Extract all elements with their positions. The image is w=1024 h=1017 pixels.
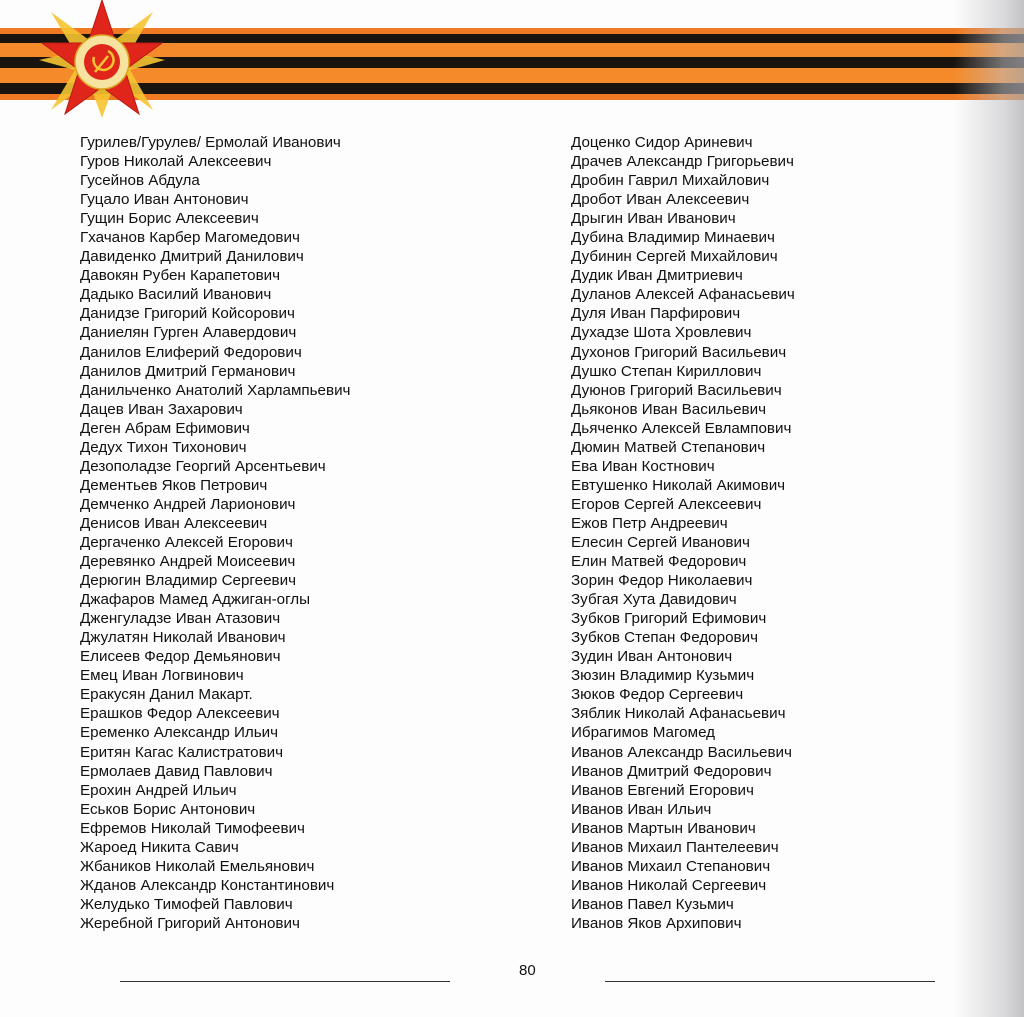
name-entry: Егоров Сергей Алексеевич (571, 495, 762, 513)
name-entry: Зубков Степан Федорович (571, 629, 758, 647)
names-column-left (80, 133, 350, 933)
name-entry: Дезополадзе Георгий Арсентьевич (80, 457, 326, 475)
name-entry: Ерохин Андрей Ильич (80, 781, 237, 799)
name-entry: Жароед Никита Савич (80, 838, 239, 856)
name-entry: Еракусян Данил Макарт. (80, 686, 253, 704)
name-entry: Ежов Петр Андреевич (571, 514, 728, 532)
name-entry: Иванов Иван Ильич (571, 800, 712, 818)
name-entry: Елисеев Федор Демьянович (80, 648, 281, 666)
name-entry: Давиденко Дмитрий Данилович (80, 248, 304, 266)
footer-rule-right (605, 981, 935, 982)
name-entry: Дуланов Алексей Афанасьевич (571, 286, 795, 304)
name-entry: Гуцало Иван Антонович (80, 191, 249, 209)
order-of-patriotic-war-emblem (35, 0, 170, 122)
name-entry: Жеребной Григорий Антонович (80, 914, 300, 932)
name-entry: Гуров Николай Алексеевич (80, 153, 272, 171)
name-entry: Иванов Мартын Иванович (571, 819, 756, 837)
name-entry: Жбаников Николай Емельянович (80, 857, 315, 875)
name-entry: Иванов Александр Васильевич (571, 743, 792, 761)
name-entry: Иванов Евгений Егорович (571, 781, 754, 799)
name-entry: Дергаченко Алексей Егорович (80, 533, 293, 551)
name-entry: Доценко Сидор Ариневич (571, 134, 753, 151)
name-entry: Ибрагимов Магомед (571, 724, 716, 742)
name-entry: Дженгуладзе Иван Атазович (80, 610, 281, 628)
name-entry: Желудько Тимофей Павлович (80, 895, 293, 913)
name-entry: Зорин Федор Николаевич (571, 572, 753, 590)
name-entry: Иванов Дмитрий Федорович (571, 762, 772, 780)
name-entry: Дробот Иван Алексеевич (571, 191, 750, 209)
name-entry: Дуюнов Григорий Васильевич (571, 381, 782, 399)
name-entry: Еритян Кагас Калистратович (80, 743, 284, 761)
name-entry: Зудин Иван Антонович (571, 648, 733, 666)
name-entry: Деревянко Андрей Моисеевич (80, 553, 296, 571)
name-entry: Данидзе Григорий Койсорович (80, 305, 295, 323)
names-column-right (571, 133, 795, 933)
name-entry: Зюков Федор Сергеевич (571, 686, 744, 704)
name-entry: Дрыгин Иван Иванович (571, 210, 736, 228)
name-entry: Ермолаев Давид Павлович (80, 762, 273, 780)
name-entry: Еськов Борис Антонович (80, 800, 256, 818)
name-entry: Гусейнов Абдула (80, 172, 200, 190)
name-entry: Дробин Гаврил Михайлович (571, 172, 770, 190)
name-entry: Иванов Михаил Степанович (571, 857, 771, 875)
name-entry: Гущин Борис Алексеевич (80, 210, 259, 228)
name-entry: Денисов Иван Алексеевич (80, 514, 268, 532)
name-entry: Дудик Иван Дмитриевич (571, 267, 743, 285)
name-entry: Джулатян Николай Иванович (80, 629, 286, 647)
name-entry: Емец Иван Логвинович (80, 667, 244, 685)
name-entry: Дедух Тихон Тихонович (80, 438, 247, 456)
footer-rule-left (120, 981, 450, 982)
name-entry: Зюзин Владимир Кузьмич (571, 667, 755, 685)
name-entry: Дубинин Сергей Михайлович (571, 248, 778, 266)
name-entry: Зубков Григорий Ефимович (571, 610, 767, 628)
name-entry: Духонов Григорий Васильевич (571, 343, 787, 361)
name-entry: Дьяконов Иван Васильевич (571, 400, 767, 418)
name-entry: Данилов Елиферий Федорович (80, 343, 302, 361)
name-entry: Иванов Павел Кузьмич (571, 895, 734, 913)
name-entry: Джафаров Мамед Аджиган-оглы (80, 591, 311, 609)
name-entry: Данилов Дмитрий Германович (80, 362, 296, 380)
name-entry: Гурилев/Гурулев/ Ермолай Иванович (80, 134, 341, 151)
name-entry: Дерюгин Владимир Сергеевич (80, 572, 296, 590)
name-entry: Иванов Михаил Пантелеевич (571, 838, 779, 856)
page-binding-shadow (954, 0, 1024, 1017)
name-entry: Драчев Александр Григорьевич (571, 153, 794, 171)
name-entry: Дьяченко Алексей Евлампович (571, 419, 792, 437)
name-entry: Ефремов Николай Тимофеевич (80, 819, 305, 837)
name-entry: Дуля Иван Парфирович (571, 305, 741, 323)
name-entry: Зубгая Хута Давидович (571, 591, 737, 609)
name-entry: Демченко Андрей Ларионович (80, 495, 296, 513)
name-entry: Еременко Александр Ильич (80, 724, 279, 742)
name-entry: Данильченко Анатолий Харлампьевич (80, 381, 351, 399)
name-entry: Дюмин Матвей Степанович (571, 438, 766, 456)
name-entry: Дубина Владимир Минаевич (571, 229, 775, 247)
name-entry: Евтушенко Николай Акимович (571, 476, 786, 494)
name-entry: Дементьев Яков Петрович (80, 476, 268, 494)
name-entry: Дацев Иван Захарович (80, 400, 243, 418)
name-entry: Иванов Николай Сергеевич (571, 876, 767, 894)
name-entry: Елесин Сергей Иванович (571, 533, 750, 551)
name-entry: Духадзе Шота Хровлевич (571, 324, 752, 342)
name-entry: Иванов Яков Архипович (571, 914, 742, 932)
name-entry: Ева Иван Костнович (571, 457, 715, 475)
name-entry: Ерашков Федор Алексеевич (80, 705, 280, 723)
name-entry: Зяблик Николай Афанасьевич (571, 705, 786, 723)
name-entry: Жданов Александр Константинович (80, 876, 335, 894)
name-entry: Деген Абрам Ефимович (80, 419, 250, 437)
name-entry: Душко Степан Кириллович (571, 362, 762, 380)
name-entry: Дадыко Василий Иванович (80, 286, 272, 304)
name-entry: Гхачанов Карбер Магомедович (80, 229, 300, 247)
page-number: 80 (519, 962, 536, 979)
name-entry: Даниелян Гурген Алавердович (80, 324, 297, 342)
name-entry: Давокян Рубен Карапетович (80, 267, 281, 285)
name-entry: Елин Матвей Федорович (571, 553, 747, 571)
